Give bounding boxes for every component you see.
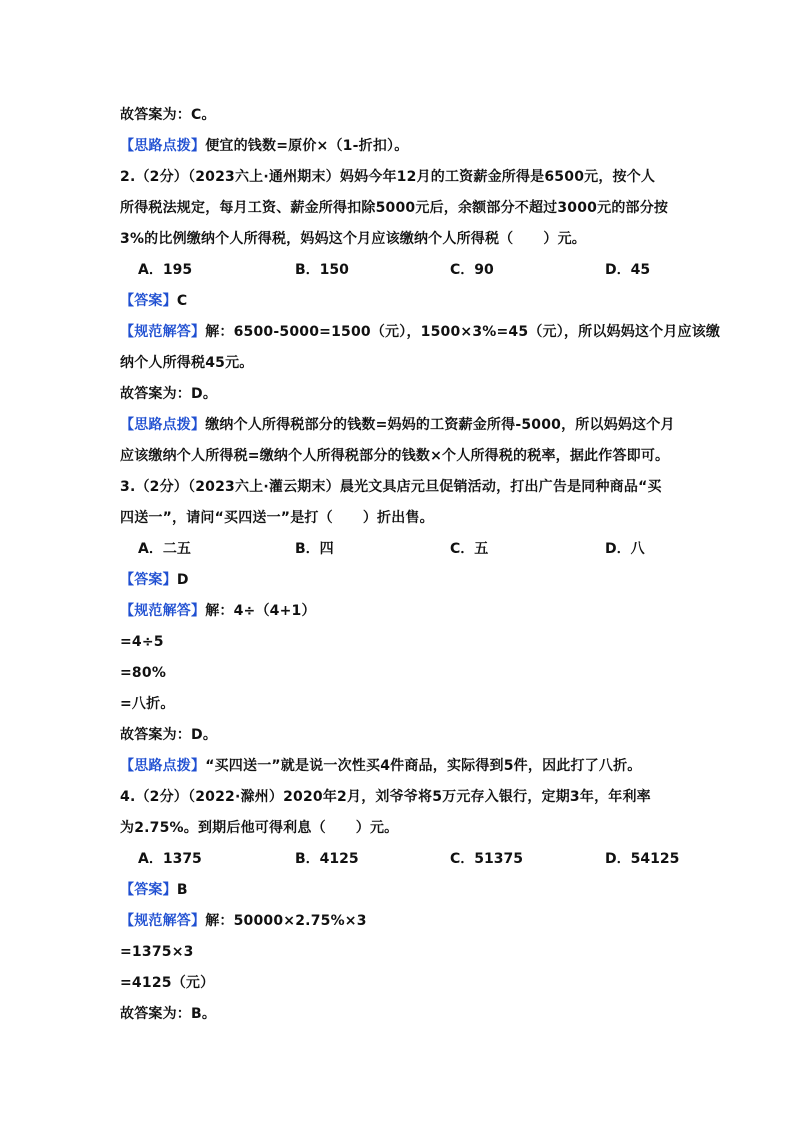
q2-tip-line-1 xyxy=(120,410,680,441)
q4-stem-end: ）元。 xyxy=(355,820,399,836)
q3-option-a: A．二五 xyxy=(138,541,191,557)
q3-explain-text: 解：4÷（4+1） xyxy=(205,603,316,619)
q3-option-b: B．四 xyxy=(295,541,334,557)
q4-explain xyxy=(120,906,680,937)
q3-stem-text: 四送一”，请问“买四送一”是打（ xyxy=(120,510,333,526)
q2-stem-line-2: 所得税法规定，每月工资、薪金所得扣除5000元后，余额部分不超过3000元的部分按 xyxy=(120,200,669,216)
q2-explain-line-1 xyxy=(120,317,721,348)
explain-tag: 【规范解答】 xyxy=(120,913,206,929)
q2-tip-line-2: 应该缴纳个人所得税=缴纳个人所得税部分的钱数×个人所得税的税率，据此作答即可。 xyxy=(120,448,670,464)
q3-step-2: =80% xyxy=(120,665,167,681)
q4-option-c: C．51375 xyxy=(450,851,523,867)
q2-tip-text: 缴纳个人所得税部分的钱数=妈妈的工资薪金所得-5000，所以妈妈这个月 xyxy=(205,417,675,433)
tip-tag: 【思路点拨】 xyxy=(120,758,206,774)
q3-stem-line-1: 3.（2分）（2023六上·灌云期末）晨光文具店元旦促销活动，打出广告是同种商品“买 xyxy=(120,479,662,495)
q4-option-a: A．1375 xyxy=(138,851,202,867)
q3-step-1: =4÷5 xyxy=(120,634,164,650)
q3-options xyxy=(120,534,680,565)
q4-option-d: D．54125 xyxy=(605,851,680,867)
q4-explain-text: 解：50000×2.75%×3 xyxy=(205,913,367,929)
prev-conclusion: 故答案为：C。 xyxy=(120,107,216,123)
q2-stem-end: ）元。 xyxy=(543,231,586,247)
tip-text: 便宜的钱数=原价×（1-折扣）。 xyxy=(205,138,409,154)
q3-tip xyxy=(120,751,680,782)
q3-conclusion: 故答案为：D。 xyxy=(120,727,218,743)
explain-tag: 【规范解答】 xyxy=(120,324,206,340)
q2-explain-text: 解：6500-5000=1500（元），1500×3%=45（元），所以妈妈这个月应该缴 xyxy=(205,324,721,340)
q3-stem-line-2 xyxy=(120,503,680,534)
answer-tag: 【答案】 xyxy=(120,882,177,898)
tip-tag: 【思路点拨】 xyxy=(120,138,206,154)
q2-explain-line-2: 纳个人所得税45元。 xyxy=(120,355,254,371)
answer-tag: 【答案】 xyxy=(120,572,177,588)
q4-option-b: B．4125 xyxy=(295,851,359,867)
answer-tag: 【答案】 xyxy=(120,293,177,309)
q2-option-b: B．150 xyxy=(295,262,349,278)
q2-stem-text: 3%的比例缴纳个人所得税，妈妈这个月应该缴纳个人所得税（ xyxy=(120,231,514,247)
q4-conclusion: 故答案为：B。 xyxy=(120,1006,217,1022)
q3-answer xyxy=(120,565,680,596)
tip-tag: 【思路点拨】 xyxy=(120,417,206,433)
q3-explain xyxy=(120,596,680,627)
q2-option-c: C．90 xyxy=(450,262,494,278)
q3-stem-end: ）折出售。 xyxy=(362,510,434,526)
q2-stem-line-3 xyxy=(120,224,680,255)
q2-stem-line-1: 2.（2分）（2023六上·通州期末）妈妈今年12月的工资薪金所得是6500元，按个人 xyxy=(120,169,656,185)
q4-stem-line-1: 4.（2分）（2022·滁州）2020年2月，刘爷爷将5万元存入银行，定期3年，年利率 xyxy=(120,789,651,805)
q3-option-c: C．五 xyxy=(450,541,489,557)
q2-options xyxy=(120,255,680,286)
q2-option-d: D．45 xyxy=(605,262,651,278)
q4-stem-line-2 xyxy=(120,813,680,844)
q3-answer-value: D xyxy=(176,572,189,588)
q4-stem-text: 为2.75%。到期后他可得利息（ xyxy=(120,820,326,836)
q2-answer-value: C xyxy=(176,293,188,309)
q3-tip-text: “买四送一”就是说一次性买4件商品，实际得到5件，因此打了八折。 xyxy=(205,758,642,774)
q3-step-3: =八折。 xyxy=(120,696,175,712)
q4-answer-value: B xyxy=(176,882,188,898)
q2-answer xyxy=(120,286,680,317)
q2-option-a: A．195 xyxy=(138,262,193,278)
q3-option-d: D．八 xyxy=(605,541,645,557)
prev-tip xyxy=(120,131,680,162)
q4-step-2: =4125（元） xyxy=(120,975,215,991)
q4-options xyxy=(120,844,680,875)
q4-answer xyxy=(120,875,680,906)
q4-step-1: =1375×3 xyxy=(120,944,194,960)
explain-tag: 【规范解答】 xyxy=(120,603,206,619)
page-content xyxy=(120,100,721,1030)
q2-conclusion: 故答案为：D。 xyxy=(120,386,218,402)
